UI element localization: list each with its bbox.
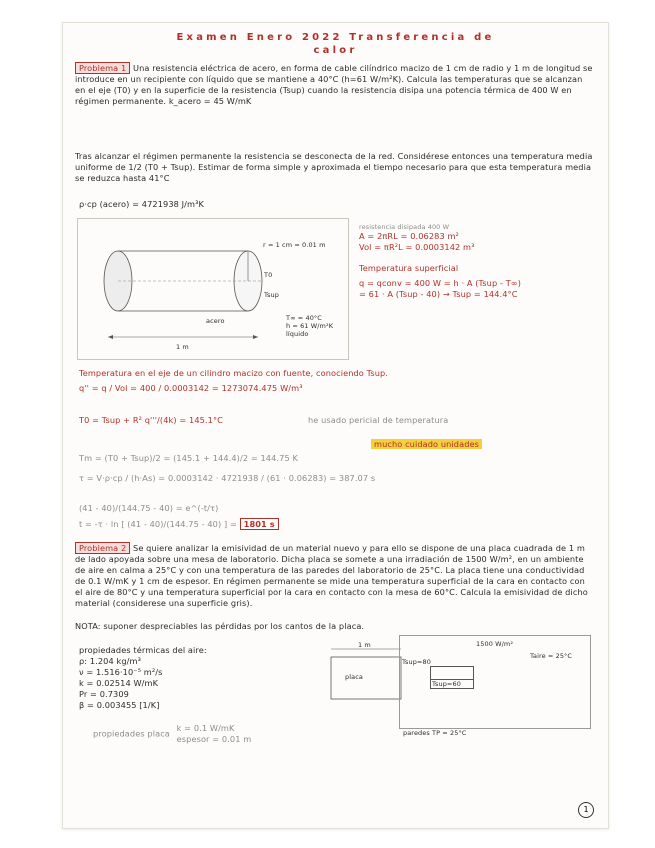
- t0-eq: T0 = Tsup + R² q'''/(4k) = 145.1°C: [79, 415, 223, 425]
- fluid-label: [286, 314, 346, 338]
- tsup-bottom-label: Tsup=60: [432, 680, 461, 688]
- length-label: 1 m: [176, 343, 189, 351]
- air-properties: [79, 645, 279, 711]
- prop-rho: ρ: 1.204 kg/m³: [79, 656, 141, 666]
- problem2-statement: Se quiere analizar la emisividad de un material nuevo y para ello se dispone de una placa cuadrada de 1 m de lado apoyada sobre una mesa de laboratorio. Dicha placa se somete a una irradiación de 1500 W/m², en un ambiente de aire en calma a 25°C y con una temperatura de las paredes del laboratorio de 25°C. La placa tiene una conductividad de 0.1 W/mK y 1 cm de espesor. En régimen permanente se mide una temperatura superficial de la cara en contacto con el aire de 80°C y una temperatura superficial por la cara en contacto con la mesa de 60°C. Calcula la emisividad de dicho material (considerese una superficie gris).: [75, 543, 588, 608]
- power-note: resistencia disipada 400 W: [359, 223, 450, 231]
- problem2-note: NOTA: suponer despreciables las pérdidas por los cantos de la placa.: [75, 621, 365, 631]
- t0-note: he usado pericial de temperatura: [308, 415, 449, 425]
- plate-diagram: [313, 641, 413, 706]
- lab-diagram: [399, 635, 591, 729]
- problem1-statement: Una resistencia eléctrica de acero, en forma de cable cilíndrico macizo de 1 cm de radio y 1 m de longitud se introduce en un recipiente con líquido que se mantiene a 40°C (h=61 W/m²K). Calcula las temperaturas que se alcanzan en el eje (T0) y en la superficie de la resistencia (Tsup) cuando la resistencia disipa una potencia térmica de 400 W en régimen permanente. k_acero = 45 W/mK: [75, 63, 593, 106]
- time-eq: t = -τ · ln [ (41 - 40)/(144.75 - 40) ] =: [79, 519, 237, 529]
- careful-note: [371, 439, 482, 450]
- exp-eq: (41 - 40)/(144.75 - 40) = e^(-t/τ): [79, 503, 219, 513]
- prop-k: k = 0.02514 W/mK: [79, 678, 159, 688]
- problem1-statement-2: Tras alcanzar el régimen permanente la resistencia se desconecta de la red. Considérese entonces una temperatura media uniforme de 1/2 (T0 + Tsup). Estimar de forma simple y aproximada el tiempo necesario para que esta temperatura media se reduzca hasta 41°C: [75, 151, 593, 183]
- placa-k: k = 0.1 W/mK: [176, 723, 235, 733]
- plate-label: placa: [345, 673, 363, 681]
- tsup-heading: Temperatura superficial: [359, 263, 459, 273]
- tau-eq: τ = V·ρ·cp / (h·As) = 0.0003142 · 4721938 / (61 · 0.06283) = 387.07 s: [79, 473, 376, 483]
- air-temp-label: Taire = 25°C: [530, 652, 573, 660]
- right-notes: [359, 223, 599, 300]
- tsup-eq-2: = 61 · A (Tsup - 40) → Tsup = 144.4°C: [359, 289, 518, 299]
- cylinder-diagram: [77, 218, 349, 360]
- problem2-tag: Problema 2: [75, 542, 130, 554]
- volume-eq: Vol = πR²L = 0.0003142 m³: [359, 242, 475, 252]
- walls-label: paredes TP = 25°C: [403, 729, 467, 737]
- time-result: 1801 s: [240, 518, 279, 530]
- tm-eq: Tm = (T0 + Tsup)/2 = (145.1 + 144.4)/2 = 144.75 K: [79, 453, 298, 463]
- cylinder-drawing: [78, 219, 348, 359]
- material-label: acero: [206, 317, 225, 325]
- title-line-2: calor: [313, 45, 358, 56]
- title-line-1: Examen Enero 2022 Transferencia de: [176, 32, 495, 43]
- fluid-h: h = 61 W/m²K: [286, 322, 334, 330]
- area-eq: A = 2πRL = 0.06283 m²: [359, 231, 459, 241]
- placa-props-label: propiedades placa: [93, 728, 170, 739]
- page-number: 1: [578, 802, 594, 818]
- placa-props: [93, 723, 251, 745]
- irradiation-label: 1500 W/m²: [476, 640, 514, 648]
- tsup-top-label: Tsup=80: [402, 658, 431, 666]
- prop-beta: β = 0.003455 [1/K]: [79, 700, 160, 710]
- placa-espesor: espesor = 0.01 m: [176, 734, 252, 744]
- time-row: [79, 519, 279, 530]
- rho-cp-value: ρ·cp (acero) = 4721938 J/m³K: [79, 199, 204, 209]
- fluid-name: líquido: [286, 330, 309, 338]
- props-heading: propiedades térmicas del aire:: [79, 645, 207, 655]
- tsup-label: Tsup: [264, 291, 279, 299]
- plate-width: 1 m: [358, 641, 371, 649]
- prop-nu: ν = 1.516·10⁻⁵ m²/s: [79, 667, 163, 677]
- qdot-eq: q'' = q / Vol = 400 / 0.0003142 = 1273074.475 W/m³: [79, 383, 303, 393]
- prop-pr: Pr = 0.7309: [79, 689, 129, 699]
- radius-label: r = 1 cm = 0.01 m: [263, 241, 326, 249]
- problem1-statement-block: [75, 63, 595, 107]
- t0-label: T0: [264, 271, 273, 279]
- tsup-eq-1: q = qconv = 400 W = h · A (Tsup - T∞): [359, 278, 522, 288]
- notebook-page: [62, 22, 609, 829]
- page-title: [73, 31, 598, 57]
- axis-heading: Temperatura en el eje de un cilindro macizo con fuente, conociendo Tsup.: [79, 368, 388, 378]
- problem2-statement-block: [75, 543, 595, 609]
- fluid-temp: T∞ = 40°C: [286, 314, 322, 322]
- problem1-tag: Problema 1: [75, 62, 130, 74]
- careful-highlight: mucho cuidado unidades: [371, 439, 482, 449]
- plate-drawing: [313, 641, 413, 706]
